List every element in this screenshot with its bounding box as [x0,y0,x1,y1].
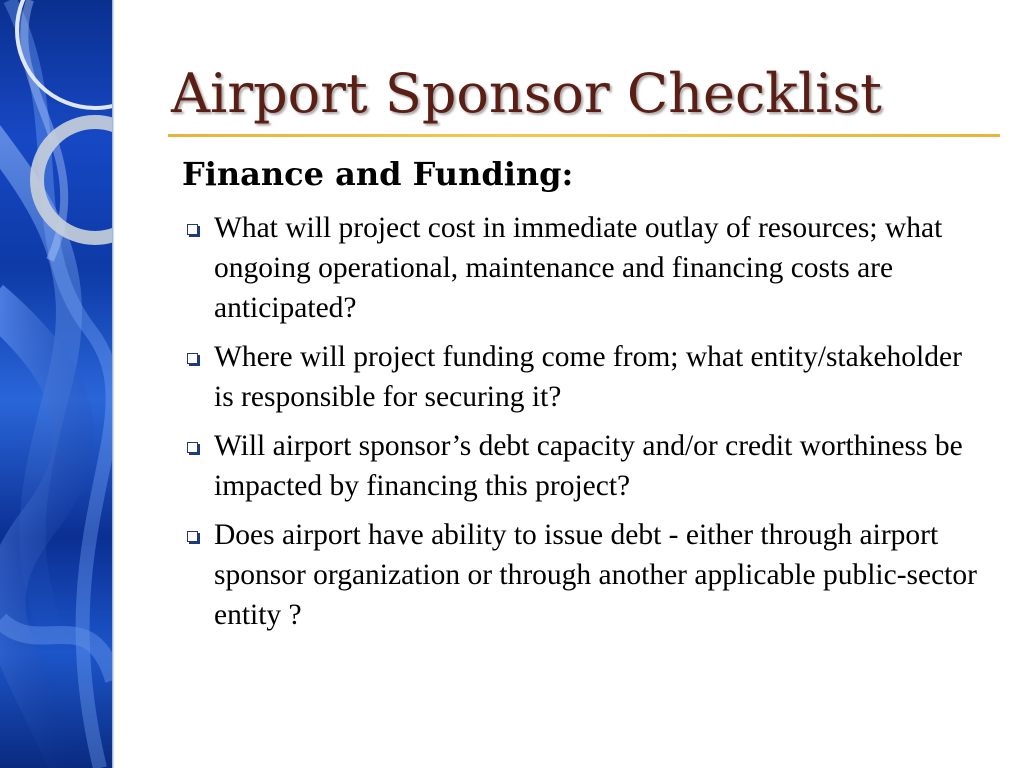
decorative-side-band [0,0,114,768]
checkbox-icon [187,224,198,235]
checkbox-icon [187,531,198,542]
bullet-text: Does airport have ability to issue debt - either through airport sponsor organization or through another applicable public-sector entity ? [214,519,977,631]
bullet-list [182,208,982,644]
bullet-text: Will airport sponsor’s debt capacity and/or credit worthiness be impacted by financing this project? [214,430,963,502]
section-heading: Finance and Funding: [182,155,574,193]
bullet-item [182,208,982,328]
side-band-edge [112,0,114,768]
bullet-text: Where will project funding come from; what entity/stakeholder is responsible for securing it? [214,341,962,413]
swirl-decoration-graphic [0,0,114,768]
slide-title: Airport Sponsor Checklist [171,62,882,125]
bullet-item [182,426,982,506]
bullet-text: What will project cost in immediate outlay of resources; what ongoing operational, maintenance and financing costs are anticipated? [214,212,943,324]
checkbox-icon [187,442,198,453]
title-underline-rule [168,134,1000,137]
bullet-item [182,515,982,635]
bullet-item [182,337,982,417]
checkbox-icon [187,353,198,364]
